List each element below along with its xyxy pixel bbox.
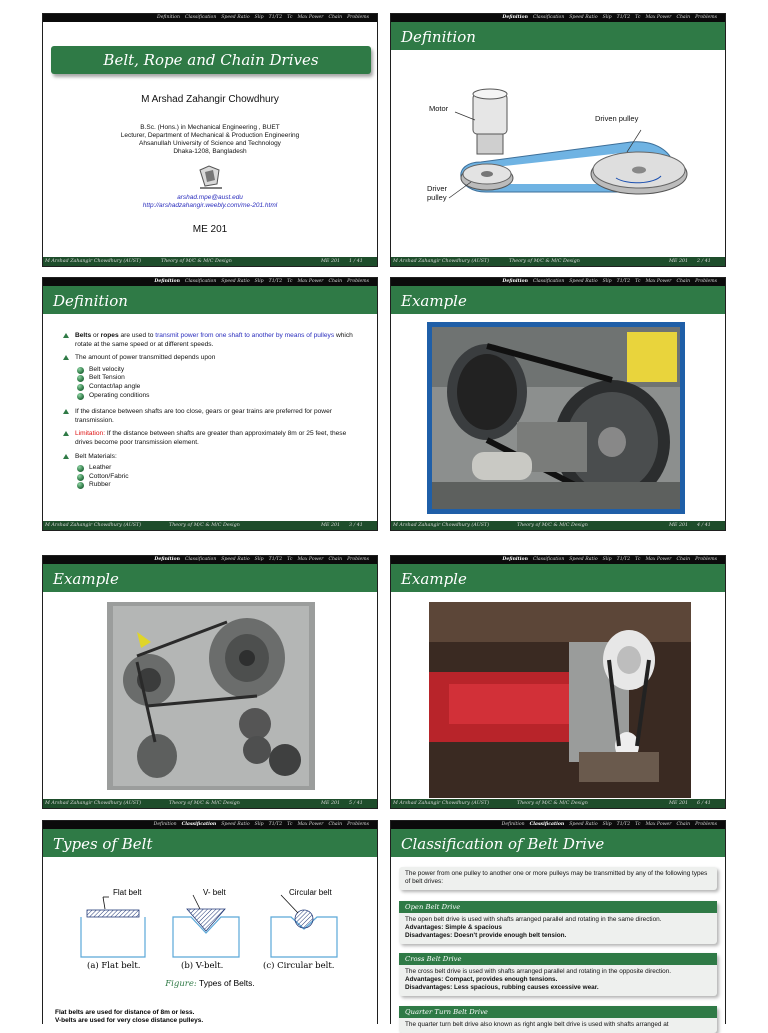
slide-nav: Definition Classification Speed Ratio Slip T1/T2 Tc Max Power Chain Problems xyxy=(43,278,377,286)
page-number: 2 / 41 xyxy=(697,259,711,264)
sub-bullet-item: Leather xyxy=(75,464,363,473)
presentation-title: Belt, Rope and Chain Drives xyxy=(51,46,371,74)
cross-belt-block: Cross Belt Drive The cross belt drive is used with shafts arranged parallel and rotating in the opposite direction. Advantages: Compact, provides enough tensions. Disadvantages: Less spacious, rubbing causes excessive wear. xyxy=(399,953,717,996)
driven-pulley-label: Driven pulley xyxy=(595,114,639,123)
v-belt-label: V- belt xyxy=(203,888,226,897)
flat-belt-caption: (a) Flat belt. xyxy=(87,961,141,971)
slide-nav: Definition Classification Speed Ratio Slip T1/T2 Tc Max Power Chain Problems xyxy=(391,821,725,829)
slide-6 xyxy=(390,555,726,809)
belt-drive-diagram xyxy=(391,50,727,258)
bullet-item: The amount of power transmitted depends upon Belt velocity Belt Tension Contact/lap angle Operating conditions xyxy=(61,354,363,400)
email-link[interactable]: arshad.mpe@aust.edu xyxy=(177,194,243,201)
slide-2 xyxy=(390,13,726,267)
slide-title: Example xyxy=(401,570,467,588)
bullet-item: Belt Materials: Leather Cotton/Fabric Rubber xyxy=(61,453,363,490)
affiliation-line-2: Lecturer, Department of Mechanical & Production Engineering xyxy=(120,132,300,139)
slide-title: Classification of Belt Drive xyxy=(401,835,605,853)
belt-note-1: Flat belts are used for distance of 8m or less. xyxy=(55,1009,195,1016)
slide-7 xyxy=(42,820,378,1024)
slide-header xyxy=(391,286,725,314)
flat-belt-label: Flat belt xyxy=(113,888,142,897)
slide-header xyxy=(391,22,725,50)
slide-title: Example xyxy=(53,570,119,588)
sub-bullet-item: Contact/lap angle xyxy=(75,383,363,392)
slide-footer: M Arshad Zahangir Chowdhury (AUST) Theory of M/C & M/C Design ME 201 3 / 41 xyxy=(43,521,377,530)
driver-pulley-label: Driver pulley xyxy=(427,184,447,202)
timing-belt-photo xyxy=(427,322,685,514)
slide-nav: Definition Classification Speed Ratio Slip T1/T2 Tc Max Power Chain Problems xyxy=(391,14,725,22)
slide-header xyxy=(43,286,377,314)
motor-label: Motor xyxy=(429,104,449,113)
slide-title: Definition xyxy=(53,292,128,310)
website-link[interactable]: http://arshadzahangir.weebly.com/me-201.html xyxy=(142,202,278,209)
slide-footer: M Arshad Zahangir Chowdhury (AUST) Theory of M/C & M/C Design ME 201 6 / 41 xyxy=(391,799,725,808)
page-number: 1 / 41 xyxy=(349,259,363,264)
sub-bullet-item: Belt Tension xyxy=(75,374,363,383)
lathe-pulleys-photo xyxy=(107,602,315,790)
open-belt-block: Open Belt Drive The open belt drive is used with shafts arranged parallel and rotating in the same direction. Advantages: Simple & spacious Disadvantages: Doesn't provide enough belt tension. xyxy=(399,901,717,944)
sub-bullet-item: Cotton/Fabric xyxy=(75,473,363,482)
slide-nav: Definition Classification Speed Ratio Slip T1/T2 Tc Max Power Chain Problems xyxy=(391,556,725,564)
affiliation-line-4: Dhaka-1208, Bangladesh xyxy=(173,148,247,155)
slide-title: Types of Belt xyxy=(53,835,153,853)
bullet-item: Belts or ropes are used to transmit power from one shaft to another by means of pulleys which rotate at the same speed or at different speeds. xyxy=(61,332,363,349)
slide-nav: Definition Classification Speed Ratio Slip T1/T2 Tc Max Power Chain Problems xyxy=(43,821,377,829)
v-belt-caption: (b) V-belt. xyxy=(181,961,224,971)
block-title: Open Belt Drive xyxy=(399,901,717,913)
figure-caption: Figure: Types of Belts. xyxy=(165,978,255,989)
slide-header xyxy=(391,564,725,592)
slide-title: Example xyxy=(401,292,467,310)
sub-bullet-item: Belt velocity xyxy=(75,366,363,375)
university-logo xyxy=(197,164,225,190)
slide-footer: M Arshad Zahangir Chowdhury (AUST) Theory of M/C & M/C Design ME 201 2 / 41 xyxy=(391,257,725,266)
belt-types-diagram xyxy=(43,857,379,967)
page-number: 3 / 41 xyxy=(349,523,363,528)
course-code: ME 201 xyxy=(192,224,228,235)
slide-footer: M Arshad Zahangir Chowdhury (AUST) Theory of M/C & M/C Design ME 201 4 / 41 xyxy=(391,521,725,530)
slide-nav: Definition Classification Speed Ratio Slip T1/T2 Tc Max Power Chain Problems xyxy=(43,556,377,564)
quarter-turn-block: Quarter Turn Belt Drive The quarter turn belt drive also known as right angle belt drive is used with shafts arranged at xyxy=(399,1006,717,1033)
affiliation-line-3: Ahsanullah University of Science and Technology xyxy=(139,140,281,147)
slide-nav: Definition Classification Speed Ratio Slip T1/T2 Tc Max Power Chain Problems xyxy=(43,14,377,22)
slide-header xyxy=(43,564,377,592)
slide-5 xyxy=(42,555,378,809)
block-title: Quarter Turn Belt Drive xyxy=(399,1006,717,1018)
page-number: 5 / 41 xyxy=(349,801,363,806)
block-title: Cross Belt Drive xyxy=(399,953,717,965)
sub-bullet-item: Rubber xyxy=(75,481,363,490)
circular-belt-caption: (c) Circular belt. xyxy=(263,961,335,971)
bullet-item: If the distance between shafts are too close, gears or gear trains are preferred for power transmission. xyxy=(61,408,363,425)
slide-footer: M Arshad Zahangir Chowdhury (AUST) Theory of M/C & M/C Design ME 201 1 / 41 xyxy=(43,257,377,266)
definition-bullets xyxy=(61,332,363,495)
bullet-item: Limitation: If the distance between shafts are greater than approximately 8m or 25 feet, these drives become poor transmission element. xyxy=(61,430,363,447)
affiliation-line-1: B.Sc. (Hons.) in Mechanical Engineering , BUET xyxy=(140,124,280,131)
slide-title: Definition xyxy=(401,28,476,46)
author-name: M Arshad Zahangir Chowdhury xyxy=(141,94,279,105)
slide-header xyxy=(43,829,377,857)
intro-block: The power from one pulley to another one or more pulleys may be transmitted by any of the following types of belt drives: xyxy=(399,867,717,890)
sub-bullet-item: Operating conditions xyxy=(75,392,363,401)
slide-8 xyxy=(390,820,726,1028)
cnc-pulley-photo xyxy=(429,602,691,798)
slide-nav: Definition Classification Speed Ratio Slip T1/T2 Tc Max Power Chain Problems xyxy=(391,278,725,286)
belt-note-2: V-belts are used for very close distance pulleys. xyxy=(55,1017,204,1024)
slide-1 xyxy=(42,13,378,267)
slide-footer: M Arshad Zahangir Chowdhury (AUST) Theory of M/C & M/C Design ME 201 5 / 41 xyxy=(43,799,377,808)
slide-3 xyxy=(42,277,378,531)
page-number: 6 / 41 xyxy=(697,801,711,806)
circular-belt-label: Circular belt xyxy=(289,888,332,897)
slide-4 xyxy=(390,277,726,531)
slide-header xyxy=(391,829,725,857)
page-number: 4 / 41 xyxy=(697,523,711,528)
